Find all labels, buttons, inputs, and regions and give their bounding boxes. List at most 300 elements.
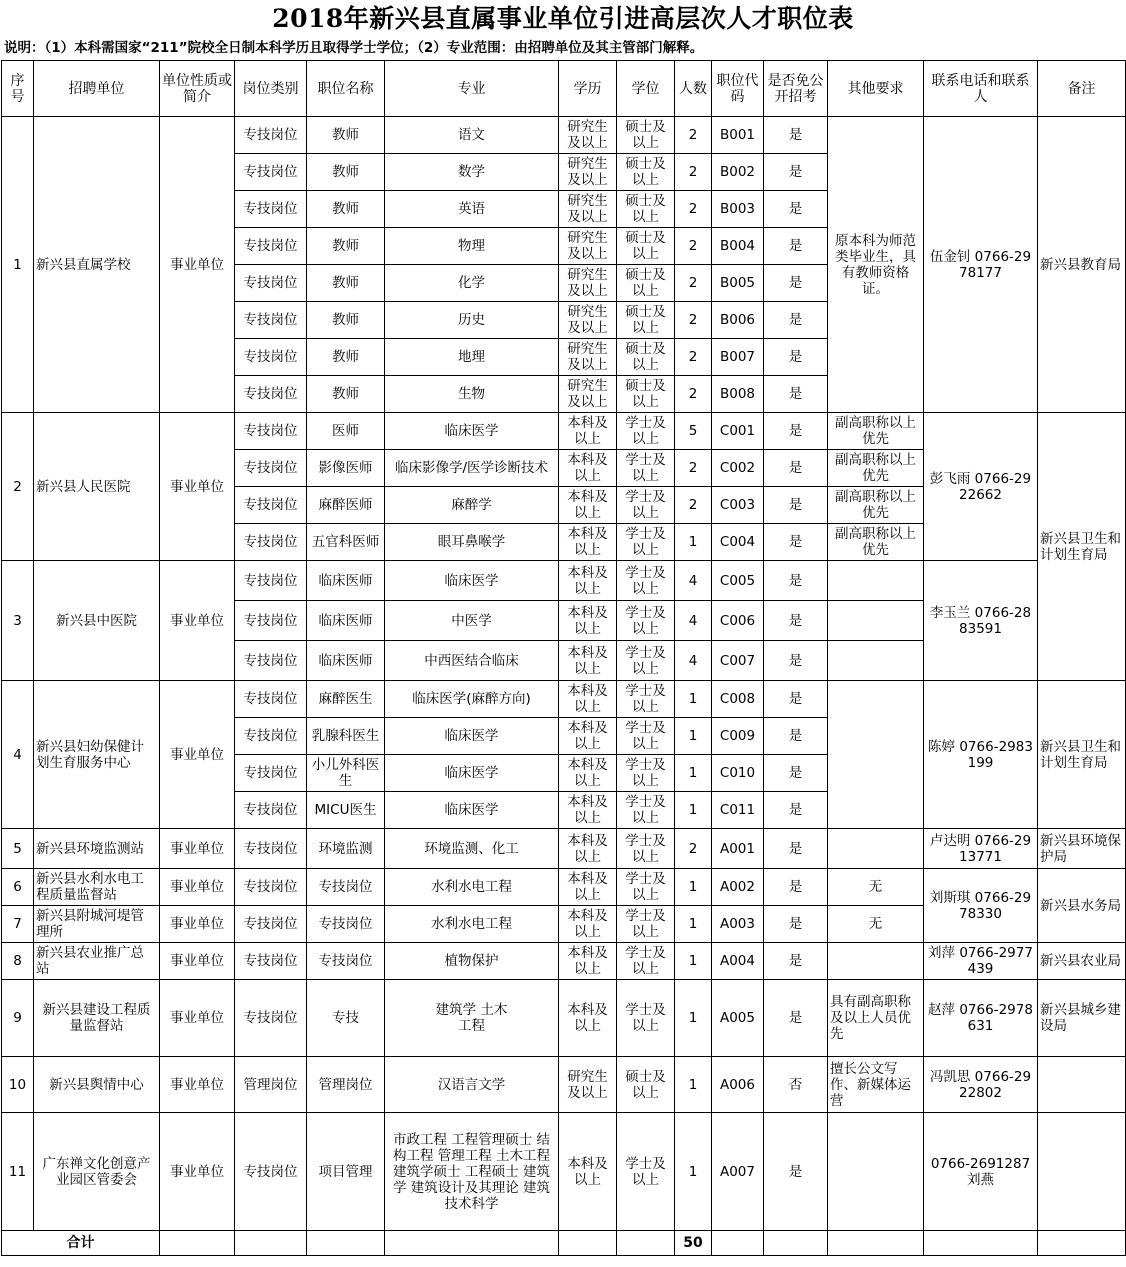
position-cell: 影像医师 (307, 450, 385, 487)
major-cell: 临床医学 (385, 561, 559, 601)
degree-cell: 学士及以上 (617, 413, 675, 450)
unit-cell: 新兴县附城河堤管理所 (34, 906, 160, 943)
category-cell: 专技岗位 (235, 980, 307, 1057)
exempt-cell: 是 (764, 1113, 828, 1231)
contact-cell: 陈婷 0766-2983199 (924, 681, 1038, 829)
major-cell: 临床医学 (385, 413, 559, 450)
number-cell: 2 (675, 191, 712, 228)
category-cell: 专技岗位 (235, 681, 307, 718)
code-cell: B003 (712, 191, 764, 228)
other-cell (828, 681, 924, 829)
degree-cell: 学士及以上 (617, 980, 675, 1057)
nature-cell: 事业单位 (160, 413, 235, 561)
major-cell: 语文 (385, 117, 559, 154)
header-exempt: 是否免公开招考 (764, 61, 828, 117)
other-cell: 原本科为师范类毕业生，具有教师资格证。 (828, 117, 924, 413)
exempt-cell: 是 (764, 487, 828, 524)
nature-cell: 事业单位 (160, 117, 235, 413)
other-cell: 无 (828, 869, 924, 906)
exempt-cell: 是 (764, 450, 828, 487)
exempt-cell: 是 (764, 829, 828, 869)
exempt-cell: 是 (764, 601, 828, 641)
position-cell: 教师 (307, 265, 385, 302)
major-cell: 水利水电工程 (385, 906, 559, 943)
seq-cell: 11 (2, 1113, 34, 1231)
code-cell: A004 (712, 943, 764, 980)
category-cell: 专技岗位 (235, 450, 307, 487)
unit-cell: 新兴县农业推广总站 (34, 943, 160, 980)
code-cell: B006 (712, 302, 764, 339)
position-cell: 专技岗位 (307, 943, 385, 980)
major-cell: 植物保护 (385, 943, 559, 980)
table-row (2, 829, 1126, 869)
position-cell: 教师 (307, 376, 385, 413)
other-cell: 副高职称以上优先 (828, 487, 924, 524)
education-cell: 本科及以上 (559, 601, 617, 641)
other-cell (828, 601, 924, 641)
category-cell: 专技岗位 (235, 117, 307, 154)
exempt-cell: 是 (764, 228, 828, 265)
exempt-cell: 是 (764, 943, 828, 980)
education-cell: 研究生及以上 (559, 376, 617, 413)
remark-cell: 新兴县教育局 (1038, 117, 1126, 413)
code-cell: C001 (712, 413, 764, 450)
category-cell: 管理岗位 (235, 1057, 307, 1113)
major-cell: 数学 (385, 154, 559, 191)
header-position: 职位名称 (307, 61, 385, 117)
education-cell: 本科及以上 (559, 943, 617, 980)
degree-cell: 学士及以上 (617, 943, 675, 980)
major-cell: 英语 (385, 191, 559, 228)
header-nature: 单位性质或简介 (160, 61, 235, 117)
contact-cell: 0766-2691287 刘燕 (924, 1113, 1038, 1231)
contact-cell: 李玉兰 0766-2883591 (924, 561, 1038, 681)
position-cell: 专技岗位 (307, 906, 385, 943)
degree-cell: 学士及以上 (617, 450, 675, 487)
degree-cell: 硕士及以上 (617, 228, 675, 265)
major-cell: 生物 (385, 376, 559, 413)
unit-cell: 新兴县水利水电工程质量监督站 (34, 869, 160, 906)
degree-cell: 学士及以上 (617, 487, 675, 524)
table-row (2, 943, 1126, 980)
other-cell: 副高职称以上优先 (828, 413, 924, 450)
category-cell: 专技岗位 (235, 487, 307, 524)
major-cell: 眼耳鼻喉学 (385, 524, 559, 561)
education-cell: 本科及以上 (559, 641, 617, 681)
exempt-cell: 是 (764, 792, 828, 829)
nature-cell: 事业单位 (160, 943, 235, 980)
category-cell: 专技岗位 (235, 1113, 307, 1231)
other-cell (828, 943, 924, 980)
exempt-cell: 是 (764, 641, 828, 681)
major-cell: 中医学 (385, 601, 559, 641)
category-cell: 专技岗位 (235, 265, 307, 302)
number-cell: 1 (675, 1113, 712, 1231)
nature-cell: 事业单位 (160, 980, 235, 1057)
table-row (2, 561, 1126, 601)
code-cell: C002 (712, 450, 764, 487)
other-cell: 副高职称以上优先 (828, 450, 924, 487)
position-cell: 专技 (307, 980, 385, 1057)
major-cell: 环境监测、化工 (385, 829, 559, 869)
position-cell: 教师 (307, 117, 385, 154)
category-cell: 专技岗位 (235, 906, 307, 943)
category-cell: 专技岗位 (235, 792, 307, 829)
code-cell: B002 (712, 154, 764, 191)
page-title: 2018年新兴县直属事业单位引进高层次人才职位表 (272, 4, 854, 33)
education-cell: 本科及以上 (559, 829, 617, 869)
remark-cell: 新兴县卫生和计划生育局 (1038, 681, 1126, 829)
number-cell: 4 (675, 601, 712, 641)
education-cell: 研究生及以上 (559, 339, 617, 376)
number-cell: 5 (675, 413, 712, 450)
contact-cell: 赵萍 0766-2978631 (924, 980, 1038, 1057)
education-cell: 研究生及以上 (559, 302, 617, 339)
code-cell: C004 (712, 524, 764, 561)
position-cell: 专技岗位 (307, 869, 385, 906)
code-cell: A002 (712, 869, 764, 906)
exempt-cell: 是 (764, 413, 828, 450)
exempt-cell: 是 (764, 869, 828, 906)
header-seq: 序号 (2, 61, 34, 117)
exempt-cell: 否 (764, 1057, 828, 1113)
other-cell: 具有副高职称及以上人员优先 (828, 980, 924, 1057)
number-cell: 2 (675, 339, 712, 376)
number-cell: 2 (675, 228, 712, 265)
position-cell: 麻醉医生 (307, 681, 385, 718)
header-education: 学历 (559, 61, 617, 117)
category-cell: 专技岗位 (235, 339, 307, 376)
category-cell: 专技岗位 (235, 376, 307, 413)
category-cell: 专技岗位 (235, 641, 307, 681)
unit-cell: 新兴县中医院 (34, 561, 160, 681)
nature-cell: 事业单位 (160, 869, 235, 906)
degree-cell: 学士及以上 (617, 829, 675, 869)
header-major: 专业 (385, 61, 559, 117)
seq-cell: 3 (2, 561, 34, 681)
empty-cell (828, 1231, 924, 1256)
position-cell: 环境监测 (307, 829, 385, 869)
category-cell: 专技岗位 (235, 943, 307, 980)
category-cell: 专技岗位 (235, 302, 307, 339)
exempt-cell: 是 (764, 561, 828, 601)
exempt-cell: 是 (764, 755, 828, 792)
seq-cell: 7 (2, 906, 34, 943)
contact-cell: 卢达明 0766-2913771 (924, 829, 1038, 869)
degree-cell: 硕士及以上 (617, 1057, 675, 1113)
header-code: 职位代码 (712, 61, 764, 117)
empty-cell (307, 1231, 385, 1256)
seq-cell: 8 (2, 943, 34, 980)
code-cell: A005 (712, 980, 764, 1057)
empty-cell (559, 1231, 617, 1256)
code-cell: B008 (712, 376, 764, 413)
position-cell: 教师 (307, 228, 385, 265)
position-cell: 教师 (307, 302, 385, 339)
nature-cell: 事业单位 (160, 561, 235, 681)
exempt-cell: 是 (764, 681, 828, 718)
table-row (2, 869, 1126, 906)
remark-cell: 新兴县城乡建设局 (1038, 980, 1126, 1057)
seq-cell: 1 (2, 117, 34, 413)
total-value: 50 (675, 1231, 712, 1256)
position-cell: 临床医师 (307, 641, 385, 681)
category-cell: 专技岗位 (235, 718, 307, 755)
unit-cell: 新兴县建设工程质量监督站 (34, 980, 160, 1057)
remark-cell (1038, 1057, 1126, 1113)
degree-cell: 学士及以上 (617, 906, 675, 943)
empty-cell (712, 1231, 764, 1256)
header-unit: 招聘单位 (34, 61, 160, 117)
contact-cell: 冯凯思 0766-2922802 (924, 1057, 1038, 1113)
number-cell: 1 (675, 792, 712, 829)
major-cell: 化学 (385, 265, 559, 302)
seq-cell: 9 (2, 980, 34, 1057)
education-cell: 研究生及以上 (559, 265, 617, 302)
education-cell: 研究生及以上 (559, 228, 617, 265)
total-row (2, 1231, 1126, 1256)
degree-cell: 硕士及以上 (617, 265, 675, 302)
exempt-cell: 是 (764, 376, 828, 413)
table-row (2, 117, 1126, 154)
unit-cell: 广东禅文化创意产业园区管委会 (34, 1113, 160, 1231)
major-cell: 汉语言文学 (385, 1057, 559, 1113)
exempt-cell: 是 (764, 339, 828, 376)
major-cell: 麻醉学 (385, 487, 559, 524)
degree-cell: 硕士及以上 (617, 302, 675, 339)
position-cell: 五官科医师 (307, 524, 385, 561)
position-cell: 教师 (307, 191, 385, 228)
number-cell: 2 (675, 487, 712, 524)
position-cell: MICU医生 (307, 792, 385, 829)
nature-cell: 事业单位 (160, 681, 235, 829)
empty-cell (617, 1231, 675, 1256)
major-cell: 临床医学(麻醉方向) (385, 681, 559, 718)
code-cell: A001 (712, 829, 764, 869)
code-cell: A003 (712, 906, 764, 943)
major-cell: 中西医结合临床 (385, 641, 559, 681)
major-cell: 临床医学 (385, 755, 559, 792)
code-cell: C009 (712, 718, 764, 755)
category-cell: 专技岗位 (235, 755, 307, 792)
position-cell: 管理岗位 (307, 1057, 385, 1113)
category-cell: 专技岗位 (235, 829, 307, 869)
number-cell: 2 (675, 829, 712, 869)
unit-cell: 新兴县人民医院 (34, 413, 160, 561)
number-cell: 1 (675, 980, 712, 1057)
seq-cell: 2 (2, 413, 34, 561)
header-row (2, 61, 1126, 117)
major-cell: 临床医学 (385, 792, 559, 829)
code-cell: C010 (712, 755, 764, 792)
empty-cell (235, 1231, 307, 1256)
position-cell: 临床医师 (307, 601, 385, 641)
major-cell: 物理 (385, 228, 559, 265)
education-cell: 研究生及以上 (559, 1057, 617, 1113)
empty-cell (764, 1231, 828, 1256)
major-cell: 临床影像学/医学诊断技术 (385, 450, 559, 487)
education-cell: 本科及以上 (559, 1113, 617, 1231)
number-cell: 1 (675, 524, 712, 561)
education-cell: 本科及以上 (559, 681, 617, 718)
category-cell: 专技岗位 (235, 869, 307, 906)
total-label: 合计 (2, 1231, 160, 1256)
seq-cell: 5 (2, 829, 34, 869)
positions-table (1, 60, 1126, 1256)
education-cell: 本科及以上 (559, 524, 617, 561)
education-cell: 本科及以上 (559, 869, 617, 906)
exempt-cell: 是 (764, 117, 828, 154)
table-row (2, 681, 1126, 718)
education-cell: 本科及以上 (559, 561, 617, 601)
code-cell: B007 (712, 339, 764, 376)
seq-cell: 10 (2, 1057, 34, 1113)
other-cell (828, 561, 924, 601)
exempt-cell: 是 (764, 265, 828, 302)
code-cell: B005 (712, 265, 764, 302)
degree-cell: 硕士及以上 (617, 191, 675, 228)
explanation-note: 说明：（1）本科需国家“211”院校全日制本科学历且取得学士学位；（2）专业范围：由招聘单位及其主管部门解释。 (4, 40, 704, 56)
nature-cell: 事业单位 (160, 1057, 235, 1113)
degree-cell: 学士及以上 (617, 681, 675, 718)
category-cell: 专技岗位 (235, 413, 307, 450)
education-cell: 本科及以上 (559, 906, 617, 943)
code-cell: B001 (712, 117, 764, 154)
other-cell (828, 829, 924, 869)
number-cell: 2 (675, 302, 712, 339)
other-cell (828, 641, 924, 681)
other-cell: 擅长公文写作、新媒体运营 (828, 1057, 924, 1113)
degree-cell: 学士及以上 (617, 601, 675, 641)
table-row (2, 413, 1126, 450)
position-cell: 乳腺科医生 (307, 718, 385, 755)
remark-cell: 新兴县农业局 (1038, 943, 1126, 980)
number-cell: 2 (675, 154, 712, 191)
nature-cell: 事业单位 (160, 906, 235, 943)
header-other: 其他要求 (828, 61, 924, 117)
seq-cell: 6 (2, 869, 34, 906)
position-cell: 临床医师 (307, 561, 385, 601)
header-number: 人数 (675, 61, 712, 117)
degree-cell: 硕士及以上 (617, 339, 675, 376)
degree-cell: 学士及以上 (617, 1113, 675, 1231)
nature-cell: 事业单位 (160, 1113, 235, 1231)
contact-cell: 伍金钊 0766-2978177 (924, 117, 1038, 413)
nature-cell: 事业单位 (160, 829, 235, 869)
remark-cell: 新兴县水务局 (1038, 869, 1126, 943)
code-cell: C011 (712, 792, 764, 829)
header-contact: 联系电话和联系人 (924, 61, 1038, 117)
contact-cell: 刘萍 0766-2977439 (924, 943, 1038, 980)
other-cell: 副高职称以上优先 (828, 524, 924, 561)
education-cell: 研究生及以上 (559, 191, 617, 228)
position-cell: 教师 (307, 154, 385, 191)
number-cell: 1 (675, 943, 712, 980)
position-cell: 麻醉医师 (307, 487, 385, 524)
major-cell: 地理 (385, 339, 559, 376)
education-cell: 本科及以上 (559, 450, 617, 487)
major-cell: 临床医学 (385, 718, 559, 755)
header-remark: 备注 (1038, 61, 1126, 117)
degree-cell: 学士及以上 (617, 869, 675, 906)
number-cell: 1 (675, 755, 712, 792)
major-cell: 市政工程 工程管理硕士 结构工程 管理工程 土木工程 建筑学硕士 工程硕士 建筑学 建筑设计及其理论 建筑技术科学 (385, 1113, 559, 1231)
position-cell: 教师 (307, 339, 385, 376)
number-cell: 1 (675, 681, 712, 718)
position-cell: 小儿外科医生 (307, 755, 385, 792)
exempt-cell: 是 (764, 906, 828, 943)
empty-cell (160, 1231, 235, 1256)
major-cell: 建筑学 土木工程 (385, 980, 559, 1057)
code-cell: A007 (712, 1113, 764, 1231)
remark-cell: 新兴县环境保护局 (1038, 829, 1126, 869)
degree-cell: 学士及以上 (617, 641, 675, 681)
degree-cell: 硕士及以上 (617, 376, 675, 413)
code-cell: C005 (712, 561, 764, 601)
degree-cell: 学士及以上 (617, 561, 675, 601)
position-cell: 医师 (307, 413, 385, 450)
contact-cell: 彭飞雨 0766-2922662 (924, 413, 1038, 561)
category-cell: 专技岗位 (235, 228, 307, 265)
exempt-cell: 是 (764, 524, 828, 561)
remark-cell: 新兴县卫生和计划生育局 (1038, 413, 1126, 681)
unit-cell: 新兴县环境监测站 (34, 829, 160, 869)
number-cell: 2 (675, 265, 712, 302)
category-cell: 专技岗位 (235, 524, 307, 561)
degree-cell: 学士及以上 (617, 524, 675, 561)
education-cell: 本科及以上 (559, 718, 617, 755)
education-cell: 本科及以上 (559, 755, 617, 792)
exempt-cell: 是 (764, 154, 828, 191)
category-cell: 专技岗位 (235, 154, 307, 191)
education-cell: 研究生及以上 (559, 117, 617, 154)
education-cell: 本科及以上 (559, 792, 617, 829)
unit-cell: 新兴县直属学校 (34, 117, 160, 413)
other-cell (828, 1113, 924, 1231)
remark-cell (1038, 1113, 1126, 1231)
degree-cell: 硕士及以上 (617, 154, 675, 191)
category-cell: 专技岗位 (235, 191, 307, 228)
number-cell: 4 (675, 561, 712, 601)
unit-cell: 新兴县舆情中心 (34, 1057, 160, 1113)
degree-cell: 学士及以上 (617, 718, 675, 755)
code-cell: A006 (712, 1057, 764, 1113)
unit-cell: 新兴县妇幼保健计划生育服务中心 (34, 681, 160, 829)
position-cell: 项目管理 (307, 1113, 385, 1231)
empty-cell (385, 1231, 559, 1256)
code-cell: C003 (712, 487, 764, 524)
education-cell: 研究生及以上 (559, 154, 617, 191)
table-row (2, 1113, 1126, 1231)
code-cell: C006 (712, 601, 764, 641)
empty-cell (1038, 1231, 1126, 1256)
seq-cell: 4 (2, 681, 34, 829)
empty-cell (924, 1231, 1038, 1256)
category-cell: 专技岗位 (235, 561, 307, 601)
degree-cell: 硕士及以上 (617, 117, 675, 154)
code-cell: C007 (712, 641, 764, 681)
number-cell: 1 (675, 718, 712, 755)
number-cell: 1 (675, 1057, 712, 1113)
code-cell: B004 (712, 228, 764, 265)
number-cell: 2 (675, 117, 712, 154)
exempt-cell: 是 (764, 980, 828, 1057)
number-cell: 1 (675, 869, 712, 906)
education-cell: 本科及以上 (559, 487, 617, 524)
exempt-cell: 是 (764, 302, 828, 339)
number-cell: 4 (675, 641, 712, 681)
number-cell: 2 (675, 376, 712, 413)
